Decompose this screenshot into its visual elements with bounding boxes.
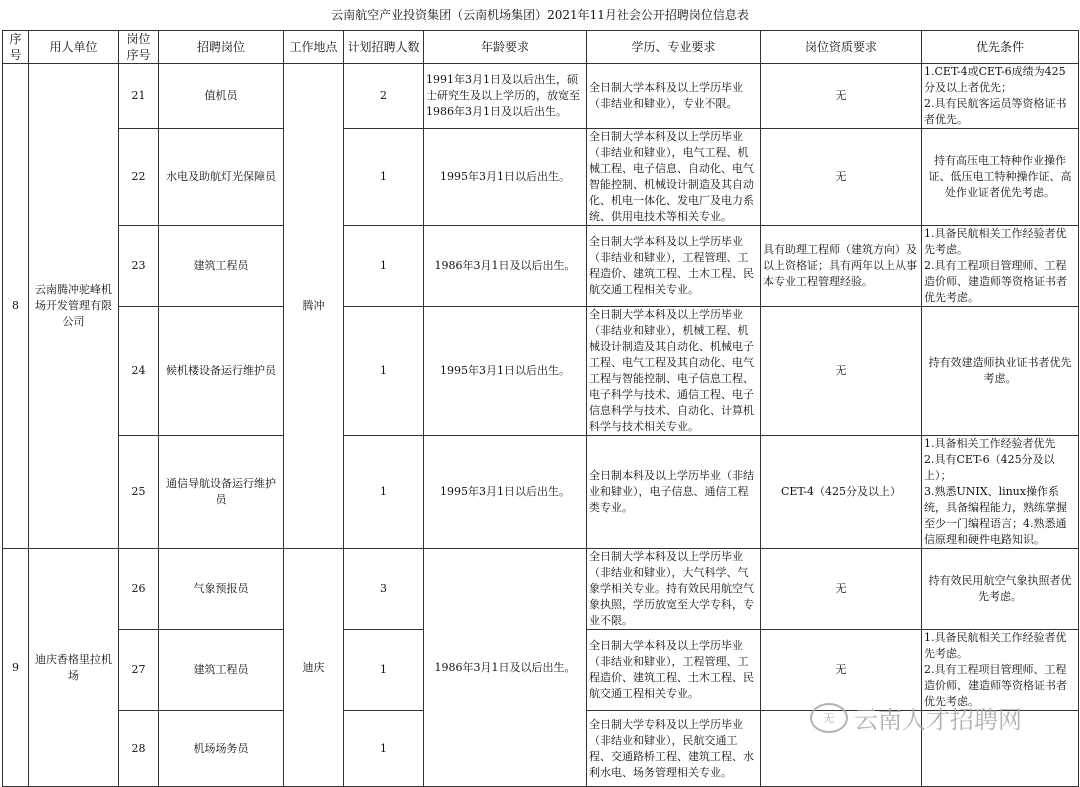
post-name: 机场场务员 <box>159 711 284 787</box>
watermark-text: 云南人才招聘网 <box>854 706 1022 734</box>
post-number: 21 <box>119 64 159 129</box>
hire-count: 1 <box>344 129 424 226</box>
column-header: 优先条件 <box>922 31 1079 64</box>
job-table <box>2 30 1079 787</box>
column-header: 年龄要求 <box>424 31 587 64</box>
post-number: 23 <box>119 226 159 307</box>
table-row <box>3 307 1079 436</box>
page-title: 云南航空产业投资集团（云南机场集团）2021年11月社会公开招聘岗位信息表 <box>331 8 749 22</box>
column-header: 岗位资质要求 <box>761 31 922 64</box>
preference-conditions: 持有高压电工特种作业操作证、低压电工特种操作证、高处作业证者优先考虑。 <box>922 129 1079 226</box>
group-number: 9 <box>3 549 29 787</box>
hire-count: 1 <box>344 436 424 549</box>
post-name: 候机楼设备运行维护员 <box>159 307 284 436</box>
qualification-requirement: CET-4（425分及以上） <box>761 436 922 549</box>
preference-conditions: 持有效建造师执业证书者优先考虑。 <box>922 307 1079 436</box>
education-requirement: 全日制大学本科及以上学历毕业（非结业和肄业），工程管理、工程造价、建筑工程、土木工程、民航交通工程相关专业。 <box>587 226 761 307</box>
preference-conditions: 1.CET-4或CET-6成绩为425分及以上者优先； 2.具有民航客运员等资格证书者优先。 <box>922 64 1079 129</box>
column-header: 用人单位 <box>29 31 119 64</box>
education-requirement: 全日制大学本科及以上学历毕业（非结业和肄业），工程管理、工程造价、建筑工程、土木工程、民航交通工程相关专业。 <box>587 630 761 711</box>
preference-conditions: 1.具备民航相关工作经验者优先考虑。 2.具有工程项目管理师、工程造价师、建造师等资格证书者优先考虑。 <box>922 226 1079 307</box>
table-row <box>3 436 1079 549</box>
hire-count: 1 <box>344 630 424 711</box>
watermark <box>810 700 1022 735</box>
table-row <box>3 549 1079 630</box>
work-location: 迪庆 <box>284 549 344 787</box>
qualification-requirement: 无 <box>761 549 922 630</box>
post-name: 气象预报员 <box>159 549 284 630</box>
age-requirement: 1995年3月1日以后出生。 <box>424 307 587 436</box>
age-requirement: 1995年3月1日以后出生。 <box>424 129 587 226</box>
column-header: 计划招聘人数 <box>344 31 424 64</box>
post-name: 值机员 <box>159 64 284 129</box>
qualification-requirement: 无 <box>761 129 922 226</box>
table-row <box>3 226 1079 307</box>
column-header: 招聘岗位 <box>159 31 284 64</box>
post-number: 26 <box>119 549 159 630</box>
qualification-requirement: 无 <box>761 307 922 436</box>
education-requirement: 全日制本科及以上学历毕业（非结业和肄业），电子信息、通信工程类专业。 <box>587 436 761 549</box>
hire-count: 2 <box>344 64 424 129</box>
preference-conditions: 1.具备相关工作经验者优先 2.具有CET-6（425分及以上）； 3.熟悉UNIX、linux操作系统，具备编程能力，熟练掌握至少一门编程语言；4.熟悉通信原理和硬件电路知识。 <box>922 436 1079 549</box>
post-name: 建筑工程员 <box>159 630 284 711</box>
column-header: 学历、专业要求 <box>587 31 761 64</box>
work-location: 腾冲 <box>284 64 344 549</box>
employer-unit: 云南腾冲驼峰机场开发管理有限公司 <box>29 64 119 549</box>
post-number: 25 <box>119 436 159 549</box>
age-requirement: 1986年3月1日及以后出生。 <box>424 549 587 787</box>
preference-conditions: 1.具备民航相关工作经验者优先考虑。 2.具有工程项目管理师、工程造价师、建造师等资格证书者优先考虑。 <box>922 630 1079 711</box>
hire-count: 1 <box>344 711 424 787</box>
qualification-requirement: 无 <box>761 630 922 711</box>
hire-count: 1 <box>344 307 424 436</box>
education-requirement: 全日制大学本科及以上学历毕业（非结业和肄业），专业不限。 <box>587 64 761 129</box>
employer-unit: 迪庆香格里拉机场 <box>29 549 119 787</box>
post-name: 通信导航设备运行维护员 <box>159 436 284 549</box>
post-name: 水电及助航灯光保障员 <box>159 129 284 226</box>
qualification-requirement: 无 <box>761 64 922 129</box>
education-requirement: 全日制大学专科及以上学历毕业（非结业和肄业），民航交通工程、交通路桥工程、建筑工程、水利水电、场务管理相关专业。 <box>587 711 761 787</box>
age-requirement: 1991年3月1日及以后出生，硕士研究生及以上学历的，放宽至1986年3月1日及以后出生。 <box>424 64 587 129</box>
qualification-requirement: 具有助理工程师（建筑方向）及以上资格证；具有两年以上从事本专业工程管理经验。 <box>761 226 922 307</box>
column-header: 序号 <box>3 31 29 64</box>
hire-count: 1 <box>344 226 424 307</box>
age-requirement: 1986年3月1日及以后出生。 <box>424 226 587 307</box>
post-name: 建筑工程员 <box>159 226 284 307</box>
education-requirement: 全日制大学本科及以上学历毕业（非结业和肄业），大气科学、气象学相关专业。持有效民用航空气象执照，学历放宽至大学专科，专业不限。 <box>587 549 761 630</box>
age-requirement: 1995年3月1日以后出生。 <box>424 436 587 549</box>
table-row <box>3 64 1079 129</box>
post-number: 28 <box>119 711 159 787</box>
column-header: 岗位序号 <box>119 31 159 64</box>
post-number: 22 <box>119 129 159 226</box>
table-row <box>3 129 1079 226</box>
column-header: 工作地点 <box>284 31 344 64</box>
education-requirement: 全日制大学本科及以上学历毕业（非结业和肄业），机械工程、机械设计制造及其自动化、机械电子工程、电气工程及其自动化、电气工程与智能控制、电子信息工程、电子科学与技术、通信工程、电子信息科学与技术、自动化、计算机科学与技术相关专业。 <box>587 307 761 436</box>
post-number: 27 <box>119 630 159 711</box>
wechat-icon: 无 <box>810 703 848 733</box>
preference-conditions: 持有效民用航空气象执照者优先考虑。 <box>922 549 1079 630</box>
hire-count: 3 <box>344 549 424 630</box>
education-requirement: 全日制大学本科及以上学历毕业（非结业和肄业），电气工程、机械工程、电子信息、自动化、电气智能控制、机械设计制造及其自动化、机电一体化、发电厂及电力系统、供用电技术等相关专业。 <box>587 129 761 226</box>
post-number: 24 <box>119 307 159 436</box>
header-row <box>3 31 1079 64</box>
group-number: 8 <box>3 64 29 549</box>
